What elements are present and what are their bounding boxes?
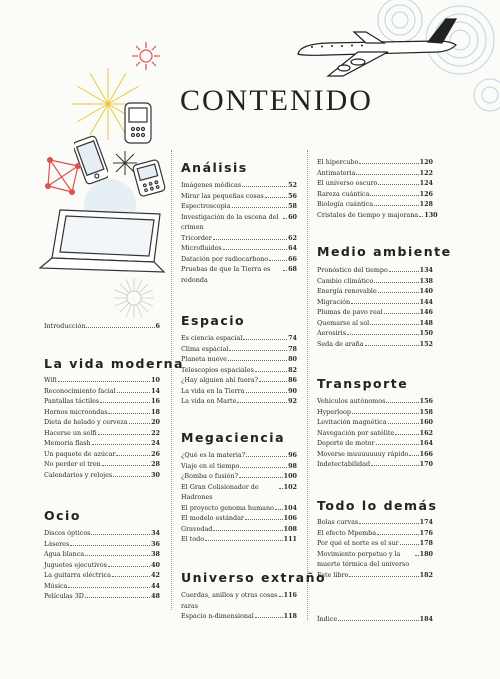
- list-item[interactable]: Energía renovable 140: [317, 287, 433, 295]
- column-divider: [307, 150, 308, 620]
- list-medio: [317, 265, 433, 349]
- list-item[interactable]: Introducción 6: [44, 322, 160, 330]
- list-item[interactable]: Moverse muuuuuuuy rápido 166: [317, 449, 433, 458]
- list-item[interactable]: Planeta nueve 80: [181, 355, 297, 363]
- list-vida: [44, 375, 160, 480]
- list-item[interactable]: Cristales de tiempo y majorana 130: [317, 210, 438, 219]
- list-item[interactable]: Índice 184: [317, 615, 433, 623]
- list-item[interactable]: ¿Qué es la materia? 96: [181, 451, 297, 459]
- list-espacio: [181, 333, 297, 407]
- list-item[interactable]: Es ciencia espacial 74: [181, 334, 297, 342]
- list-item[interactable]: Memoria flash 24: [44, 439, 160, 447]
- list-item[interactable]: No perder el tren 28: [44, 460, 160, 468]
- list-item[interactable]: Por qué el norte es el sur 178: [317, 539, 433, 547]
- atom-icon: [130, 40, 162, 72]
- list-item[interactable]: La vida en la Tierra 90: [181, 386, 297, 395]
- list-item[interactable]: Reconocimiento facial 14: [44, 386, 160, 395]
- page-title: CONTENIDO: [180, 84, 373, 117]
- list-item[interactable]: Hornos microondas 18: [44, 407, 160, 416]
- list-item[interactable]: Películas 3D 48: [44, 592, 160, 600]
- list-item[interactable]: Vehículos autónomos 156: [317, 397, 433, 405]
- list-item[interactable]: Agua blanca 38: [44, 550, 160, 558]
- list-analisis: [181, 180, 297, 285]
- section-heading-universo: Universo extraño: [181, 570, 327, 585]
- list-item[interactable]: Antimateria 122: [317, 168, 433, 177]
- list-item[interactable]: Telescopios espaciales 82: [181, 365, 297, 374]
- list-item[interactable]: Espectroscopia 58: [181, 202, 297, 210]
- list-item[interactable]: Viaje en el tiempo 98: [181, 461, 297, 470]
- laptop-icon: [38, 206, 170, 278]
- list-item[interactable]: Quemarse al sol 148: [317, 318, 433, 327]
- list-item[interactable]: Investigación de la escena del crimen 60: [181, 212, 297, 231]
- list-item[interactable]: Clima espacial 78: [181, 344, 297, 353]
- column-divider: [171, 150, 172, 610]
- list-item[interactable]: El Gran Colisionador de Hadrones 102: [181, 482, 297, 501]
- index-list: [317, 614, 433, 625]
- list-item[interactable]: Pruebas de que la Tierra es redonda 68: [181, 265, 297, 284]
- section-heading-analisis: Análisis: [181, 160, 248, 175]
- section-heading-megaciencia: Megaciencia: [181, 430, 285, 445]
- list-megaciencia: [181, 450, 297, 545]
- list-item[interactable]: Plumas de pavo real 146: [317, 308, 433, 316]
- list-item[interactable]: El proyecto genoma humano 104: [181, 503, 297, 512]
- list-item[interactable]: Cuerdas, anillos y otras cosas raras 116: [181, 591, 297, 610]
- list-item[interactable]: Microfluidos 64: [181, 244, 297, 252]
- list-item[interactable]: Hyperloop 158: [317, 407, 433, 416]
- list-item[interactable]: Aerosiris 150: [317, 329, 433, 337]
- list-item[interactable]: Un paquete de azúcar 26: [44, 449, 160, 458]
- section-heading-transporte: Transporte: [317, 376, 409, 391]
- list-item[interactable]: Tricorder 62: [181, 233, 297, 242]
- section-heading-espacio: Espacio: [181, 313, 246, 328]
- list-item[interactable]: El todo 111: [181, 535, 297, 543]
- list-transporte: [317, 396, 433, 470]
- list-item[interactable]: Deporte de motor 164: [317, 439, 433, 447]
- intro-list: [44, 321, 160, 332]
- list-item[interactable]: Wifi 10: [44, 376, 160, 384]
- list-item[interactable]: Calendarios y relojes 30: [44, 470, 160, 479]
- list-item[interactable]: El efecto Mpemba 176: [317, 528, 433, 537]
- list-item[interactable]: Dieta de helado y cerveza 20: [44, 418, 160, 426]
- list-item[interactable]: Pantallas táctiles 16: [44, 397, 160, 405]
- list-item[interactable]: Hacerse un selfi 22: [44, 428, 160, 437]
- list-item[interactable]: Levitación magnética 160: [317, 418, 433, 426]
- list-item[interactable]: Seda de araña 152: [317, 339, 433, 348]
- list-item[interactable]: Cambio climático 138: [317, 276, 433, 285]
- list-item[interactable]: Imágenes médicas 52: [181, 181, 297, 189]
- list-item[interactable]: Bolas curvas 174: [317, 518, 433, 526]
- phone-icon: [122, 100, 156, 146]
- list-item[interactable]: Indetectabilidad 170: [317, 460, 433, 468]
- list-item[interactable]: Juguetes ejecutivos 40: [44, 560, 160, 569]
- list-item[interactable]: Este libro 182: [317, 570, 433, 579]
- list-universo-continued: [317, 157, 438, 220]
- list-item[interactable]: ¿Hay alguien ahí fuera? 86: [181, 376, 297, 384]
- list-item[interactable]: Pronóstico del tiempo 134: [317, 266, 433, 274]
- list-item[interactable]: ¿Bomba o fusión? 100: [181, 472, 297, 480]
- list-item[interactable]: Láseres 36: [44, 539, 160, 548]
- list-ocio: [44, 528, 160, 602]
- list-item[interactable]: El universo oscuro 124: [317, 179, 433, 187]
- list-item[interactable]: La guitarra eléctrica 42: [44, 571, 160, 579]
- list-item[interactable]: El hipercubo 120: [317, 158, 433, 166]
- list-item[interactable]: Rareza cuántica 126: [317, 189, 433, 198]
- section-heading-todo: Todo lo demás: [317, 498, 438, 513]
- list-item[interactable]: La vida en Marte 92: [181, 397, 297, 405]
- list-item[interactable]: Biología cuántica 128: [317, 200, 433, 208]
- list-item[interactable]: Movimiento perpetuo y la muerte térmica del universo 180: [317, 549, 433, 568]
- list-item[interactable]: Mirar las pequeñas cosas 56: [181, 191, 297, 200]
- list-item[interactable]: Navegación por satélite 162: [317, 428, 433, 437]
- list-item[interactable]: Música 44: [44, 581, 160, 590]
- list-item[interactable]: Discos ópticos 34: [44, 529, 160, 537]
- section-heading-vida: La vida moderna: [44, 356, 184, 371]
- list-item[interactable]: Espacio n-dimensional 118: [181, 612, 297, 620]
- list-todo: [317, 517, 433, 580]
- burst-circle-icon: [112, 276, 156, 320]
- list-item[interactable]: Gravedad 108: [181, 524, 297, 533]
- section-heading-ocio: Ocio: [44, 508, 81, 523]
- list-item[interactable]: El modelo estándar 106: [181, 514, 297, 522]
- list-universo: [181, 590, 297, 622]
- airplane-icon: [288, 14, 468, 79]
- list-item[interactable]: Datación por radiocarbono 66: [181, 254, 297, 263]
- list-item[interactable]: Migración 144: [317, 297, 433, 306]
- section-heading-medio: Medio ambiente: [317, 244, 452, 259]
